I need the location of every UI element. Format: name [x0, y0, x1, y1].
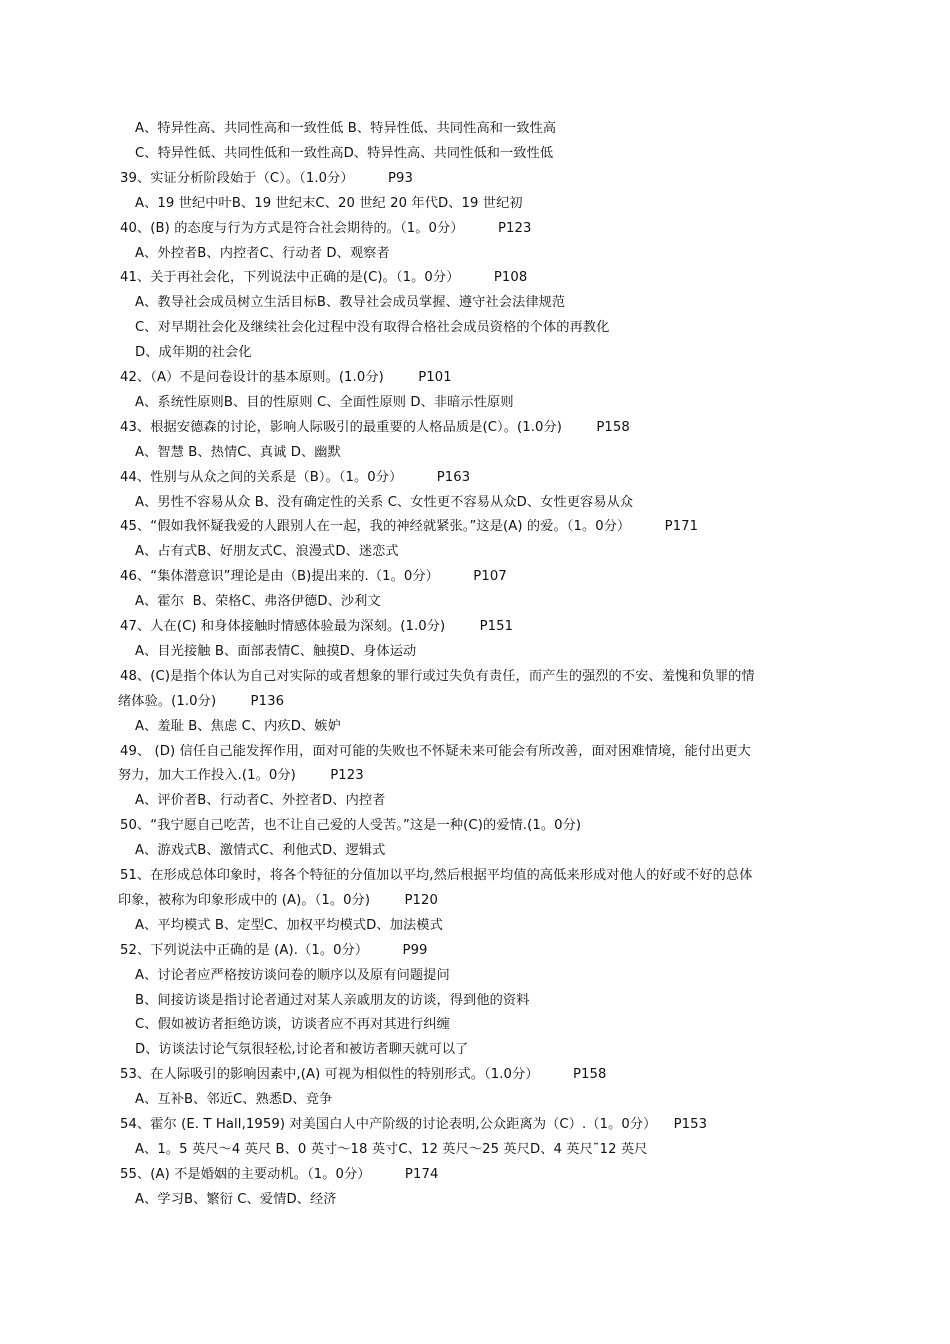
question-line: 40、(B) 的态度与行为方式是符合社会期待的。（1。0分） P123 — [120, 220, 532, 236]
option-line: A、占有式B、好朋友式C、浪漫式D、迷恋式 — [135, 544, 399, 560]
option-line: A、游戏式B、激情式C、利他式D、逻辑式 — [135, 843, 386, 859]
option-line: A、学习B、繁衍 C、爱情D、经济 — [135, 1191, 337, 1207]
option-line: A、智慧 B、热情C、真诚 D、幽默 — [135, 444, 341, 460]
option-line: A、19 世纪中叶B、19 世纪末C、20 世纪 20 年代D、19 世纪初 — [135, 195, 523, 211]
question-line: 42、（A）不是问卷设计的基本原则。(1.0分) P101 — [120, 370, 452, 385]
option-line: A、男性不容易从众 B、没有确定性的关系 C、女性更不容易从众D、女性更容易从众 — [135, 494, 634, 510]
option-line: D、访谈法讨论气氛很轻松,讨论者和被访者聊天就可以了 — [135, 1042, 469, 1058]
option-line: A、互补B、邻近C、熟悉D、竞争 — [135, 1092, 333, 1108]
question-line: 45、“假如我怀疑我爱的人跟别人在一起，我的神经就紧张。”这是(A) 的爱。（1。0分） P171 — [120, 519, 699, 535]
option-line: A、1。5 英尺～4 英尺 B、0 英寸～18 英寸C、12 英尺～25 英尺D、4 英尺˜12 英尺 — [135, 1141, 648, 1157]
question-line: 48、(C)是指个体认为自己对实际的或者想象的罪行或过失负有责任，而产生的强烈的不安、羞愧和负罪的情 — [120, 668, 755, 684]
question-line: 39、实证分析阶段始于（C）。（1.0分） P93 — [120, 170, 414, 186]
option-line: A、特异性高、共同性高和一致性低 B、特异性低、共同性高和一致性高 — [135, 121, 557, 136]
question-line: 50、“我宁愿自己吃苦，也不让自己爱的人受苦。”这是一种(C)的爱情.(1。0分) — [120, 818, 582, 834]
question-line: 53、在人际吸引的影响因素中,(A) 可视为相似性的特别形式。（1.0分） P158 — [120, 1067, 607, 1083]
option-line: A、目光接触 B、面部表情C、触摸D、身体运动 — [135, 643, 417, 659]
option-line: A、外控者B、内控者C、行动者 D、观察者 — [135, 245, 390, 261]
option-line: B、间接访谈是指讨论者通过对某人亲戚朋友的访谈，得到他的资料 — [135, 992, 530, 1008]
question-continuation-line: 印象，被称为印象形成中的 (A)。（1。0分) P120 — [118, 892, 438, 908]
question-line: 46、“集体潜意识”理论是由（B)提出来的.（1。0分） P107 — [120, 569, 507, 585]
question-line: 44、性别与从众之间的关系是（B）。（1。0分） P163 — [120, 469, 471, 485]
option-line: C、特异性低、共同性低和一致性高D、特异性高、共同性低和一致性低 — [135, 145, 554, 161]
question-line: 47、人在(C) 和身体接触时情感体验最为深刻。(1.0分) P151 — [120, 619, 514, 634]
option-line: A、系统性原则B、目的性原则 C、全面性原则 D、非暗示性原则 — [135, 394, 514, 410]
option-line: A、教导社会成员树立生活目标B、教导社会成员掌握、遵守社会法律规范 — [135, 295, 566, 311]
question-continuation-line: 绪体验。(1.0分) P136 — [118, 693, 285, 709]
question-continuation-line: 努力，加大工作投入.(1。0分) P123 — [118, 768, 364, 784]
question-line: 43、根据安德森的讨论，影响人际吸引的最重要的人格品质是(C）。(1.0分) P158 — [120, 419, 630, 435]
question-line: 41、关于再社会化，下列说法中正确的是(C)。（1。0分） P108 — [120, 270, 528, 286]
option-line: A、评价者B、行动者C、外控者D、内控者 — [135, 793, 386, 809]
option-line: D、成年期的社会化 — [135, 345, 252, 361]
question-line: 54、霍尔 (E. T Hall,1959) 对美国白人中产阶级的讨论表明,公众距离为（C）.（1。0分） P153 — [120, 1117, 708, 1132]
option-line: A、羞耻 B、焦虑 C、内疚D、嫉妒 — [135, 718, 341, 734]
option-line: A、讨论者应严格按访谈问卷的顺序以及原有问题提问 — [135, 967, 450, 983]
question-line: 49、 (D) 信任自己能发挥作用，面对可能的失败也不怀疑未来可能会有所改善，面对困难情境，能付出更大 — [120, 743, 751, 759]
option-line: A、霍尔 B、荣格C、弗洛伊德D、沙利文 — [135, 594, 381, 610]
question-line: 52、下列说法中正确的是 (A).（1。0分） P99 — [120, 942, 428, 958]
question-line: 51、在形成总体印象时，将各个特征的分值加以平均,然后根据平均值的高低来形成对他人的好或不好的总体 — [120, 868, 753, 883]
option-line: C、假如被访者拒绝访谈，访谈者应不再对其进行纠缠 — [135, 1017, 450, 1033]
option-line: A、平均模式 B、定型C、加权平均模式D、加法模式 — [135, 917, 443, 933]
question-line: 55、(A) 不是婚姻的主要动机。（1。0分） P174 — [120, 1166, 439, 1182]
option-line: C、对早期社会化及继续社会化过程中没有取得合格社会成员资格的个体的再教化 — [135, 320, 610, 336]
